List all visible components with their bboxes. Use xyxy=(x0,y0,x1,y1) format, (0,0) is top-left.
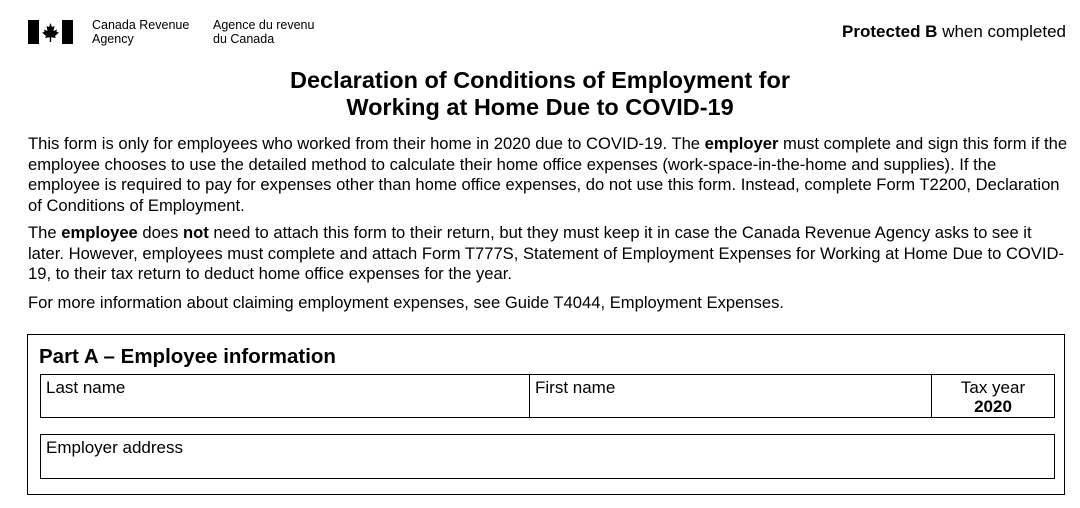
protected-label xyxy=(842,22,1066,42)
agency-fr-line1: Agence du revenu xyxy=(213,18,315,32)
first-name-input[interactable] xyxy=(535,394,926,414)
last-name-label: Last name xyxy=(46,378,126,397)
p1-employer-bold: employer xyxy=(704,134,779,153)
intro-paragraph-2 xyxy=(28,223,1068,285)
last-name-input[interactable] xyxy=(46,394,524,414)
form-title-line1: Declaration of Conditions of Employment for xyxy=(289,67,791,93)
part-a-title: Part A – Employee information xyxy=(39,345,336,368)
tax-year-field xyxy=(932,375,1054,417)
p2-text-e: need to attach this form to their return, but they must keep it in case the Canada Revenue Agency asks to see it later. However, employees must complete and attach Form T777S, Statement of Employment Expenses for Working at Home Due to COVID-19, to their tax return to deduct home office expenses for the year. xyxy=(28,223,1065,283)
tax-year-label: Tax year xyxy=(960,378,1026,397)
form-title-line2: Working at Home Due to COVID-19 xyxy=(346,94,734,120)
intro-paragraph-1 xyxy=(28,134,1068,216)
employer-address-input[interactable] xyxy=(46,455,1049,475)
last-name-field[interactable] xyxy=(41,375,530,417)
part-a-section xyxy=(27,334,1065,495)
agency-name-english xyxy=(92,18,189,46)
p1-text-a: This form is only for employees who worked from their home in 2020 due to COVID-19. The xyxy=(28,134,705,153)
form-title xyxy=(0,67,1080,121)
canada-flag-icon xyxy=(28,20,73,44)
protected-rest-text: when completed xyxy=(937,22,1066,41)
intro-paragraph-3: For more information about claiming employment expenses, see Guide T4044, Employment Expenses. xyxy=(28,293,785,312)
p1-text-c: must complete and sign this form if the employee chooses to use the detailed method to calculate their home office expenses (work-space-in-the-home and supplies). If the employee is required to pay for expenses other than home office expenses, do not use this form. Instead, complete Form T2200, Declaration of Conditions of Employment. xyxy=(28,134,1068,215)
p2-text-a: The xyxy=(28,223,62,242)
p2-employee-bold: employee xyxy=(61,223,138,242)
p2-not-bold: not xyxy=(183,223,209,242)
first-name-label: First name xyxy=(535,378,616,397)
tax-year-value: 2020 xyxy=(974,397,1012,416)
agency-name-french xyxy=(213,18,314,46)
agency-en-line2: Agency xyxy=(92,32,134,46)
page-header xyxy=(28,18,1068,54)
employer-address-field[interactable] xyxy=(40,434,1055,479)
employee-name-row xyxy=(40,374,1055,418)
p2-text-c: does xyxy=(137,223,183,242)
agency-en-line1: Canada Revenue xyxy=(92,18,190,32)
first-name-field[interactable] xyxy=(530,375,932,417)
agency-fr-line2: du Canada xyxy=(213,32,275,46)
protected-b-text: Protected B xyxy=(842,22,938,41)
employer-address-label: Employer address xyxy=(46,438,184,457)
